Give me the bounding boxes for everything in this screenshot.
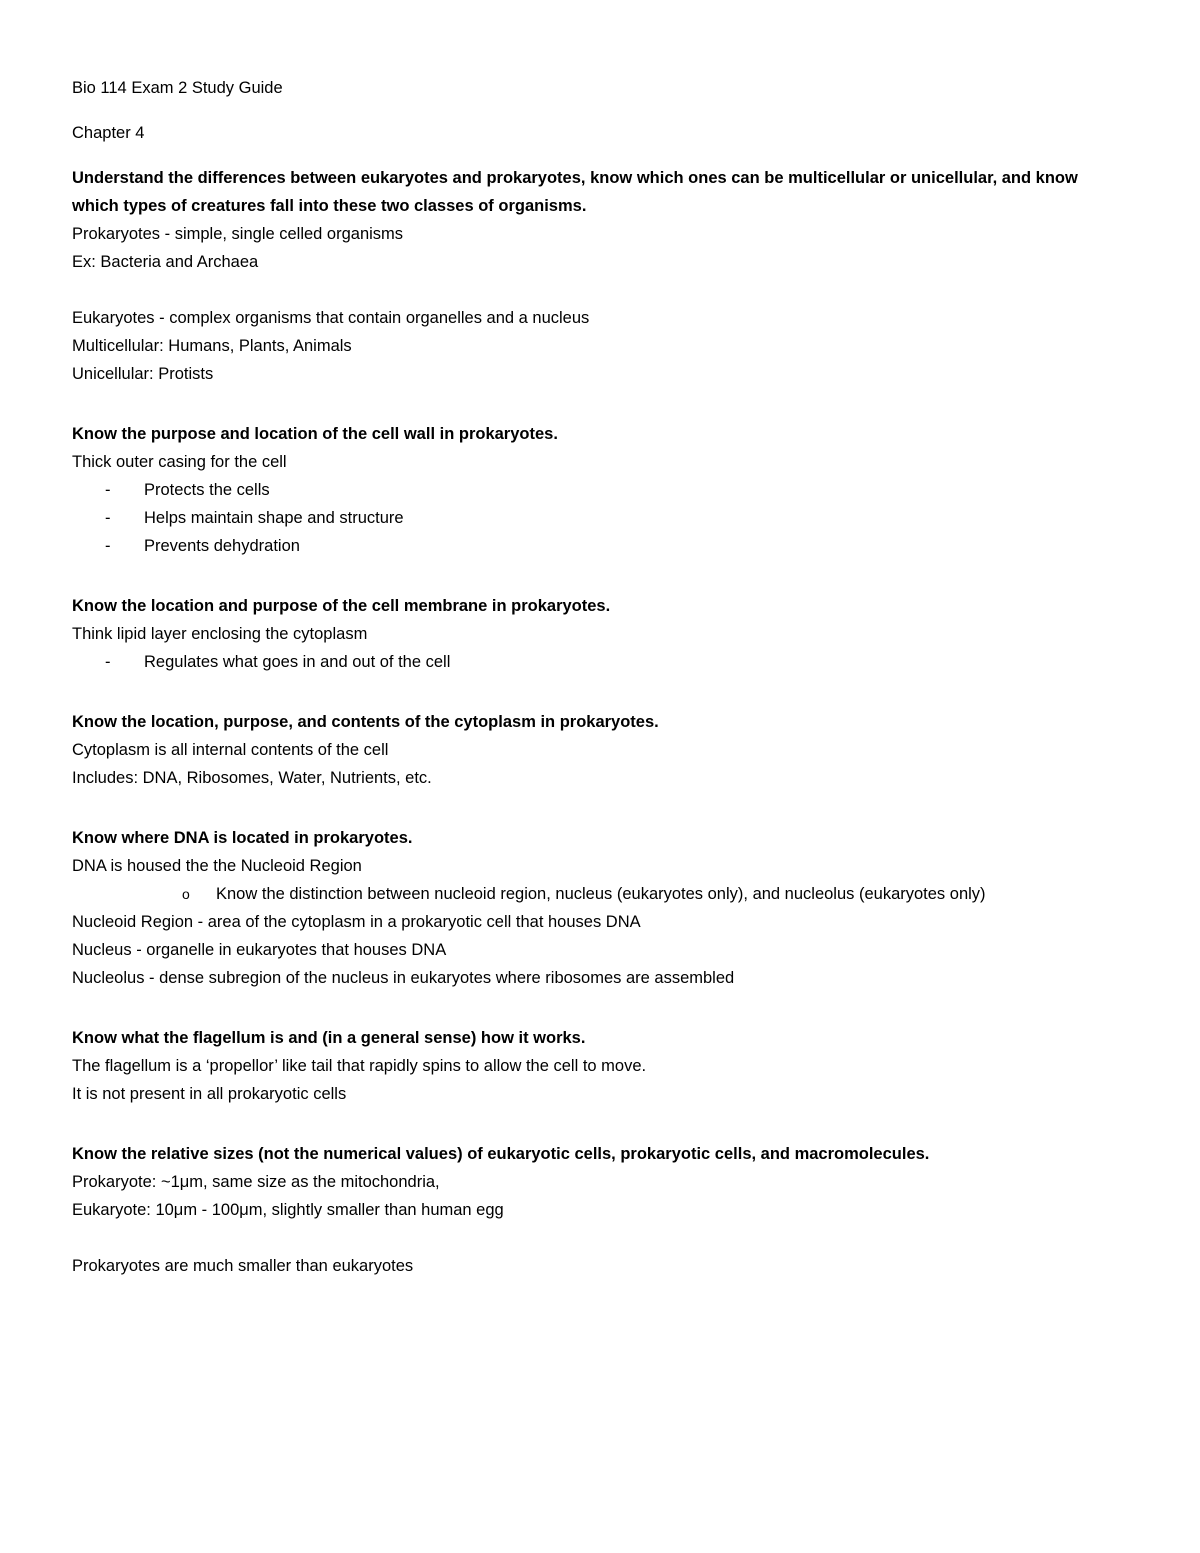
section-gap (72, 676, 1082, 708)
paragraph: Nucleolus - dense subregion of the nucleus in eukaryotes where ribosomes are assembled (72, 969, 735, 987)
section-heading: Know where DNA is located in prokaryotes. (72, 829, 413, 847)
bullet-item (72, 504, 1082, 532)
paragraph: Unicellular: Protists (72, 365, 214, 383)
paragraph: Multicellular: Humans, Plants, Animals (72, 337, 352, 355)
sub-bullet-item (72, 880, 1082, 908)
chapter-label: Chapter 4 (72, 124, 145, 142)
bullet-item (72, 648, 1082, 676)
bullet-text: Regulates what goes in and out of the cell (144, 653, 451, 671)
bullet-item (72, 532, 1082, 560)
section-heading: Know the location, purpose, and contents of the cytoplasm in prokaryotes. (72, 713, 659, 731)
paragraph: Thick outer casing for the cell (72, 453, 287, 471)
paragraph: Think lipid layer enclosing the cytoplasm (72, 625, 368, 643)
paragraph: It is not present in all prokaryotic cells (72, 1085, 347, 1103)
dash-bullet-marker: - (105, 537, 111, 555)
circle-bullet-marker: o (182, 886, 190, 902)
dash-bullet-marker: - (105, 509, 111, 527)
paragraph: DNA is housed the the Nucleoid Region (72, 857, 362, 875)
bullet-item (72, 476, 1082, 504)
blank-line (72, 276, 1082, 304)
paragraph: Includes: DNA, Ribosomes, Water, Nutrients, etc. (72, 769, 432, 787)
section-heading: Know the location and purpose of the cell membrane in prokaryotes. (72, 597, 611, 615)
section-gap (72, 792, 1082, 824)
section-gap (72, 1108, 1082, 1140)
section-heading: Understand the differences between eukaryotes and prokaryotes, know which ones can be multicellular or unicellular, and know which types of creatures fall into these two classes of organisms. (72, 169, 1078, 215)
section-gap (72, 992, 1082, 1024)
bullet-text: Helps maintain shape and structure (144, 509, 404, 527)
blank-line (72, 1224, 1082, 1252)
bullet-text: Prevents dehydration (144, 537, 300, 555)
section-gap (72, 388, 1082, 420)
bullet-text: Know the distinction between nucleoid region, nucleus (eukaryotes only), and nucleolus (eukaryotes only) (216, 885, 986, 903)
paragraph: Prokaryote: ~1μm, same size as the mitochondria, (72, 1173, 440, 1191)
dash-bullet-marker: - (105, 481, 111, 499)
paragraph: Cytoplasm is all internal contents of the cell (72, 741, 389, 759)
dash-bullet-marker: - (105, 653, 111, 671)
paragraph: Nucleoid Region - area of the cytoplasm in a prokaryotic cell that houses DNA (72, 913, 641, 931)
paragraph: Eukaryotes - complex organisms that contain organelles and a nucleus (72, 309, 590, 327)
document-title: Bio 114 Exam 2 Study Guide (72, 79, 283, 97)
paragraph: Nucleus - organelle in eukaryotes that houses DNA (72, 941, 447, 959)
paragraph: Prokaryotes - simple, single celled organisms (72, 225, 404, 243)
paragraph: Ex: Bacteria and Archaea (72, 253, 259, 271)
paragraph: Eukaryote: 10μm - 100μm, slightly smaller than human egg (72, 1201, 504, 1219)
paragraph: Prokaryotes are much smaller than eukaryotes (72, 1257, 414, 1275)
bullet-text: Protects the cells (144, 481, 270, 499)
sections-container (72, 164, 1082, 1280)
section-heading: Know the relative sizes (not the numerical values) of eukaryotic cells, prokaryotic cells, and macromolecules. (72, 1145, 930, 1163)
section-gap (72, 560, 1082, 592)
paragraph: The flagellum is a ‘propellor’ like tail that rapidly spins to allow the cell to move. (72, 1057, 647, 1075)
section-heading: Know what the flagellum is and (in a general sense) how it works. (72, 1029, 586, 1047)
section-heading: Know the purpose and location of the cell wall in prokaryotes. (72, 425, 558, 443)
